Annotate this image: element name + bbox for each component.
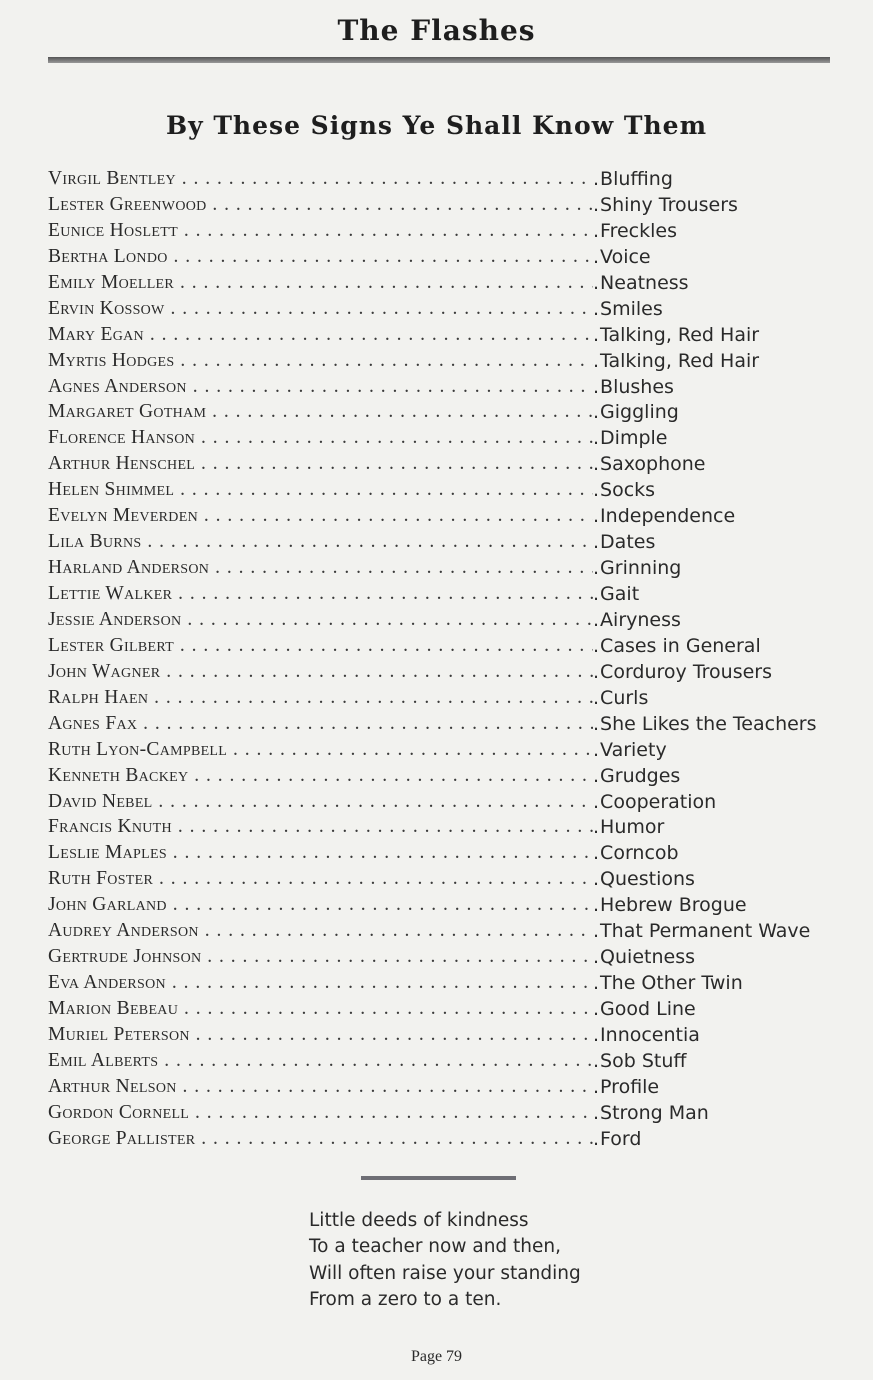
student-name: Agnes Anderson . . .: [48, 374, 593, 400]
header-rule: [48, 57, 830, 63]
list-item: [48, 581, 838, 607]
student-trait: . That Permanent Wave: [593, 918, 810, 944]
student-trait: . Socks: [593, 477, 655, 503]
student-name: Gertrude Johnson . . .: [48, 944, 593, 970]
student-trait: . Blushes: [593, 374, 674, 400]
verse-line: Little deeds of kindness: [309, 1210, 529, 1231]
student-name: Francis Knuth . . .: [48, 814, 593, 840]
list-item: [48, 866, 838, 892]
student-trait: . Talking, Red Hair: [593, 322, 759, 348]
verse-line: To a teacher now and then,: [309, 1236, 562, 1258]
student-name: Ruth Lyon-Campbell . . .: [48, 737, 593, 763]
running-head: The Flashes: [337, 14, 536, 47]
list-item: [48, 789, 838, 815]
list-item: [48, 944, 838, 970]
student-name: Lester Gilbert . . .: [48, 633, 593, 659]
list-item: [48, 737, 838, 763]
student-name: Audrey Anderson . . .: [48, 918, 593, 944]
student-name: Evelyn Meverden . . .: [48, 503, 593, 529]
student-name: Arthur Henschel . . .: [48, 451, 593, 477]
student-trait: . Cooperation: [593, 789, 716, 815]
student-name: Arthur Nelson . . .: [48, 1074, 593, 1100]
list-item: [48, 374, 838, 400]
student-name: Margaret Gotham . . .: [48, 399, 593, 425]
student-name: Eva Anderson . . .: [48, 970, 593, 996]
student-name: Ralph Haen . . .: [48, 685, 593, 711]
list-item: [48, 270, 838, 296]
student-trait: . Talking, Red Hair: [593, 348, 759, 374]
verse-line: Will often raise your standing: [309, 1262, 581, 1284]
student-name: Emily Moeller . . .: [48, 270, 593, 296]
list-item: [48, 529, 838, 555]
student-trait: . She Likes the Teachers: [593, 711, 817, 737]
list-item: [48, 1022, 838, 1048]
student-trait: . Saxophone: [593, 451, 706, 477]
list-item: [48, 970, 838, 996]
student-trait: . Independence: [593, 503, 735, 529]
student-trait: . Good Line: [593, 996, 696, 1022]
student-name: Helen Shimmel . . .: [48, 477, 593, 503]
student-trait: . Humor: [593, 814, 664, 840]
section-divider: [361, 1176, 516, 1180]
list-item: [48, 1126, 838, 1152]
student-name: Ervin Kossow . . .: [48, 296, 593, 322]
student-trait: . Voice: [593, 244, 651, 270]
student-name: Bertha Londo . . .: [48, 244, 593, 270]
name-trait-list: [48, 166, 838, 1152]
student-trait: . Neatness: [593, 270, 689, 296]
student-name: Leslie Maples . . .: [48, 840, 593, 866]
list-item: [48, 192, 838, 218]
list-item: [48, 296, 838, 322]
student-name: Harland Anderson . . .: [48, 555, 593, 581]
student-trait: . Dimple: [593, 425, 668, 451]
list-item: [48, 711, 838, 737]
student-trait: . Gait: [593, 581, 639, 607]
student-trait: . Curls: [593, 685, 648, 711]
list-item: [48, 1048, 838, 1074]
student-name: Emil Alberts . . .: [48, 1048, 593, 1074]
list-item: [48, 659, 838, 685]
student-trait: . Dates: [593, 529, 655, 555]
student-trait: . Corduroy Trousers: [593, 659, 772, 685]
list-item: [48, 814, 838, 840]
student-trait: . Airyness: [593, 607, 681, 633]
student-trait: . Sob Stuff: [593, 1048, 686, 1074]
student-name: Agnes Fax . . .: [48, 711, 593, 737]
student-name: Florence Hanson . . .: [48, 425, 593, 451]
student-name: David Nebel . . .: [48, 789, 593, 815]
student-trait: . Strong Man: [593, 1100, 709, 1126]
list-item: [48, 892, 838, 918]
student-trait: . Quietness: [593, 944, 695, 970]
list-item: [48, 322, 838, 348]
student-trait: . Giggling: [593, 399, 679, 425]
list-item: [48, 348, 838, 374]
student-trait: . Smiles: [593, 296, 663, 322]
student-trait: . Profile: [593, 1074, 659, 1100]
page-title: By These Signs Ye Shall Know Them: [165, 111, 708, 140]
list-item: [48, 166, 838, 192]
list-item: [48, 840, 838, 866]
student-name: Gordon Cornell . . .: [48, 1100, 593, 1126]
verse: [309, 1208, 581, 1313]
student-trait: . Grudges: [593, 763, 680, 789]
student-name: Eunice Hoslett . . .: [48, 218, 593, 244]
student-name: George Pallister . . .: [48, 1126, 593, 1152]
student-name: John Garland . . .: [48, 892, 593, 918]
list-item: [48, 477, 838, 503]
verse-line: From a zero to a ten.: [309, 1288, 502, 1310]
list-item: [48, 918, 838, 944]
student-trait: . Bluffing: [593, 166, 673, 192]
list-item: [48, 555, 838, 581]
student-name: Lila Burns . . .: [48, 529, 593, 555]
student-name: Myrtis Hodges . . .: [48, 348, 593, 374]
student-trait: . Variety: [593, 737, 667, 763]
student-trait: . Hebrew Brogue: [593, 892, 747, 918]
list-item: [48, 996, 838, 1022]
student-name: Lettie Walker . . .: [48, 581, 593, 607]
student-name: Mary Egan . . .: [48, 322, 593, 348]
student-name: Kenneth Backey . . .: [48, 763, 593, 789]
list-item: [48, 1100, 838, 1126]
student-name: Ruth Foster . . .: [48, 866, 593, 892]
student-trait: . Questions: [593, 866, 695, 892]
student-name: Muriel Peterson . . .: [48, 1022, 593, 1048]
student-trait: . Innocentia: [593, 1022, 700, 1048]
page-number: Page 79: [410, 1348, 463, 1365]
list-item: [48, 685, 838, 711]
student-trait: . Freckles: [593, 218, 677, 244]
student-name: Lester Greenwood . . .: [48, 192, 593, 218]
list-item: [48, 425, 838, 451]
student-name: John Wagner . . .: [48, 659, 593, 685]
student-name: Marion Bebeau . . .: [48, 996, 593, 1022]
list-item: [48, 763, 838, 789]
list-item: [48, 607, 838, 633]
student-name: Jessie Anderson . . .: [48, 607, 593, 633]
student-trait: . Grinning: [593, 555, 681, 581]
student-trait: . Ford: [593, 1126, 641, 1152]
student-trait: . Corncob: [593, 840, 679, 866]
list-item: [48, 1074, 838, 1100]
list-item: [48, 633, 838, 659]
list-item: [48, 503, 838, 529]
student-trait: . Shiny Trousers: [593, 192, 738, 218]
list-item: [48, 244, 838, 270]
student-trait: . The Other Twin: [593, 970, 743, 996]
list-item: [48, 399, 838, 425]
list-item: [48, 451, 838, 477]
list-item: [48, 218, 838, 244]
student-trait: . Cases in General: [593, 633, 761, 659]
student-name: Virgil Bentley . . .: [48, 166, 593, 192]
